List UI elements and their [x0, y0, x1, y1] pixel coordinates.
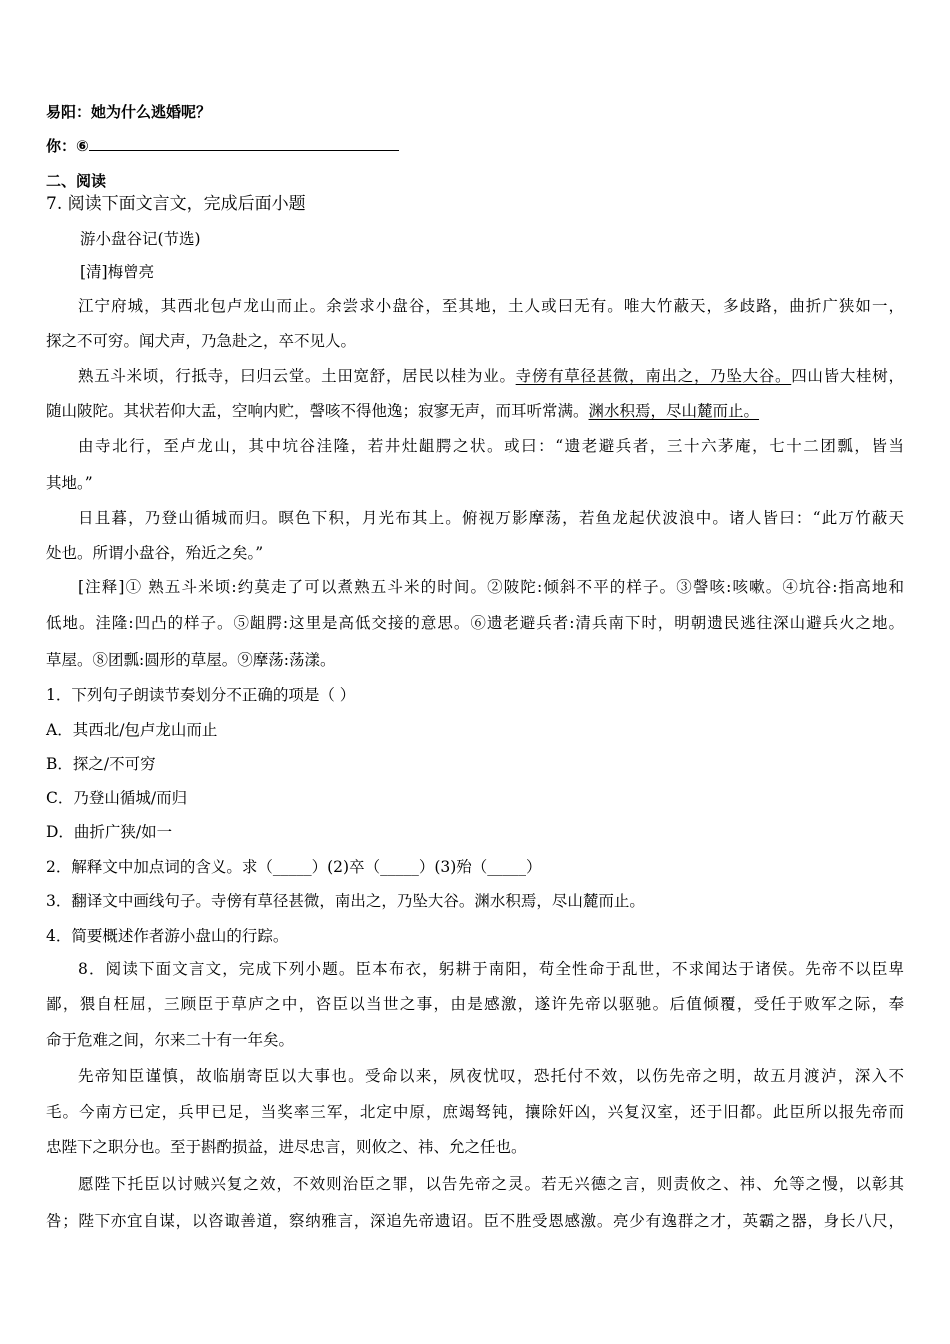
q8-line: 毛。今南方已定，兵甲已足，当奖率三军，北定中原，庶竭驽钝，攘除奸凶，兴复汉室，还于旧都。此臣所以报先帝而 [46, 1103, 904, 1121]
passage-line [78, 366, 904, 386]
question-1: 1．下列句子朗读节奏划分不正确的项是（ ） [46, 686, 356, 704]
passage-line: 江宁府城，其西北包卢龙山而止。余尝求小盘谷，至其地，土人或曰无有。唯大竹蔽天，多歧路，曲折广狭如一， [78, 297, 904, 315]
dialogue-answer [46, 136, 904, 156]
q7-prompt: 7. 阅读下面文言文，完成后面小题 [46, 194, 306, 214]
dialogue-question: 易阳：她为什么逃婚呢？ [46, 103, 212, 121]
text: 随山陂陀。其状若仰大盂，空响内贮，謦咳不得他逸；寂寥无声，而耳听常满。 [46, 402, 589, 420]
note-line: 低地。洼隆:凹凸的样子。⑤龃腭:这里是高低交接的意思。⑥遗老避兵者:清兵南下时，明朝遗民逃往深山避兵火之地。 [46, 614, 904, 632]
passage-line: 日且暮，乃登山循城而归。暝色下积，月光布其上。俯视万影摩荡，若鱼龙起伏波浪中。诸人皆曰：“此万竹蔽天 [78, 509, 904, 527]
question-3: 3．翻译文中画线句子。寺傍有草径甚微，南出之，乃坠大谷。渊水积焉，尽山麓而止。 [46, 892, 645, 910]
passage-author: [清]梅曾亮 [80, 263, 155, 281]
option-b[interactable]: B．探之/不可穷 [46, 755, 156, 773]
option-d[interactable]: D．曲折广狭/如一 [46, 823, 173, 841]
option-a[interactable]: A．其西北/包卢龙山而止 [46, 721, 218, 739]
passage-line [46, 401, 904, 421]
underlined-sentence: 渊水积焉，尽山麓而止。 [588, 402, 760, 420]
answer-blank[interactable] [89, 136, 399, 151]
q8-line: 鄙，猥自枉屈，三顾臣于草庐之中，咨臣以当世之事，由是感激，遂许先帝以驱驰。后值倾覆，受任于败军之际，奉 [46, 995, 904, 1013]
q8-line: 8．阅读下面文言文，完成下列小题。臣本布衣，躬耕于南阳，苟全性命于乱世，不求闻达于诸侯。先帝不以臣卑 [78, 960, 904, 978]
text: 熟五斗米顷，行抵寺，曰归云堂。土田宽舒，居民以桂为业。 [78, 367, 516, 385]
q8-line: 忠陛下之职分也。至于斟酌损益，进尽忠言，则攸之、祎、允之任也。 [46, 1138, 527, 1156]
question-2: 2．解释文中加点词的含义。求（_____）(2)卒（_____）(3)殆（_____） [46, 858, 542, 876]
option-c[interactable]: C．乃登山循城/而归 [46, 789, 188, 807]
q8-line: 愿陛下托臣以讨贼兴复之效，不效则治臣之罪，以告先帝之灵。若无兴德之言，则责攸之、祎、允等之慢，以彰其 [78, 1175, 904, 1193]
text: 四山皆大桂树， [791, 367, 904, 385]
passage-title: 游小盘谷记(节选) [80, 230, 201, 248]
passage-line: 处也。所谓小盘谷，殆近之矣。” [46, 544, 264, 562]
note-line: 草屋。⑧团瓢:圆形的草屋。⑨摩荡:荡漾。 [46, 651, 336, 669]
q8-line: 咎；陛下亦宜自谋，以咨诹善道，察纳雅言，深追先帝遗诏。臣不胜受恩感激。亮少有逸群之才，英霸之器，身长八尺， [46, 1212, 904, 1230]
passage-line: 其地。” [46, 474, 93, 492]
q8-line: 先帝知臣谨慎，故临崩寄臣以大事也。受命以来，夙夜忧叹，恐托付不效，以伤先帝之明，故五月渡泸，深入不 [78, 1067, 904, 1085]
note-line: [注释]① 熟五斗米顷:约莫走了可以煮熟五斗米的时间。②陂陀:倾斜不平的样子。③謦咳:咳嗽。④坑谷:指高地和 [78, 578, 904, 596]
section-heading: 二、阅读 [46, 172, 107, 190]
question-4: 4．简要概述作者游小盘山的行踪。 [46, 927, 289, 945]
passage-line: 由寺北行，至卢龙山，其中坑谷洼隆，若井灶龃腭之状。或曰：“遗老避兵者，三十六茅庵，七十二团瓢，皆当 [78, 437, 904, 455]
answer-label: 你：⑥ [46, 137, 89, 155]
underlined-sentence: 寺傍有草径甚微，南出之，乃坠大谷。 [515, 367, 792, 385]
passage-line: 探之不可穷。闻犬声，乃急赴之，卒不见人。 [46, 332, 357, 350]
q8-line: 命于危难之间，尔来二十有一年矣。 [46, 1031, 295, 1049]
